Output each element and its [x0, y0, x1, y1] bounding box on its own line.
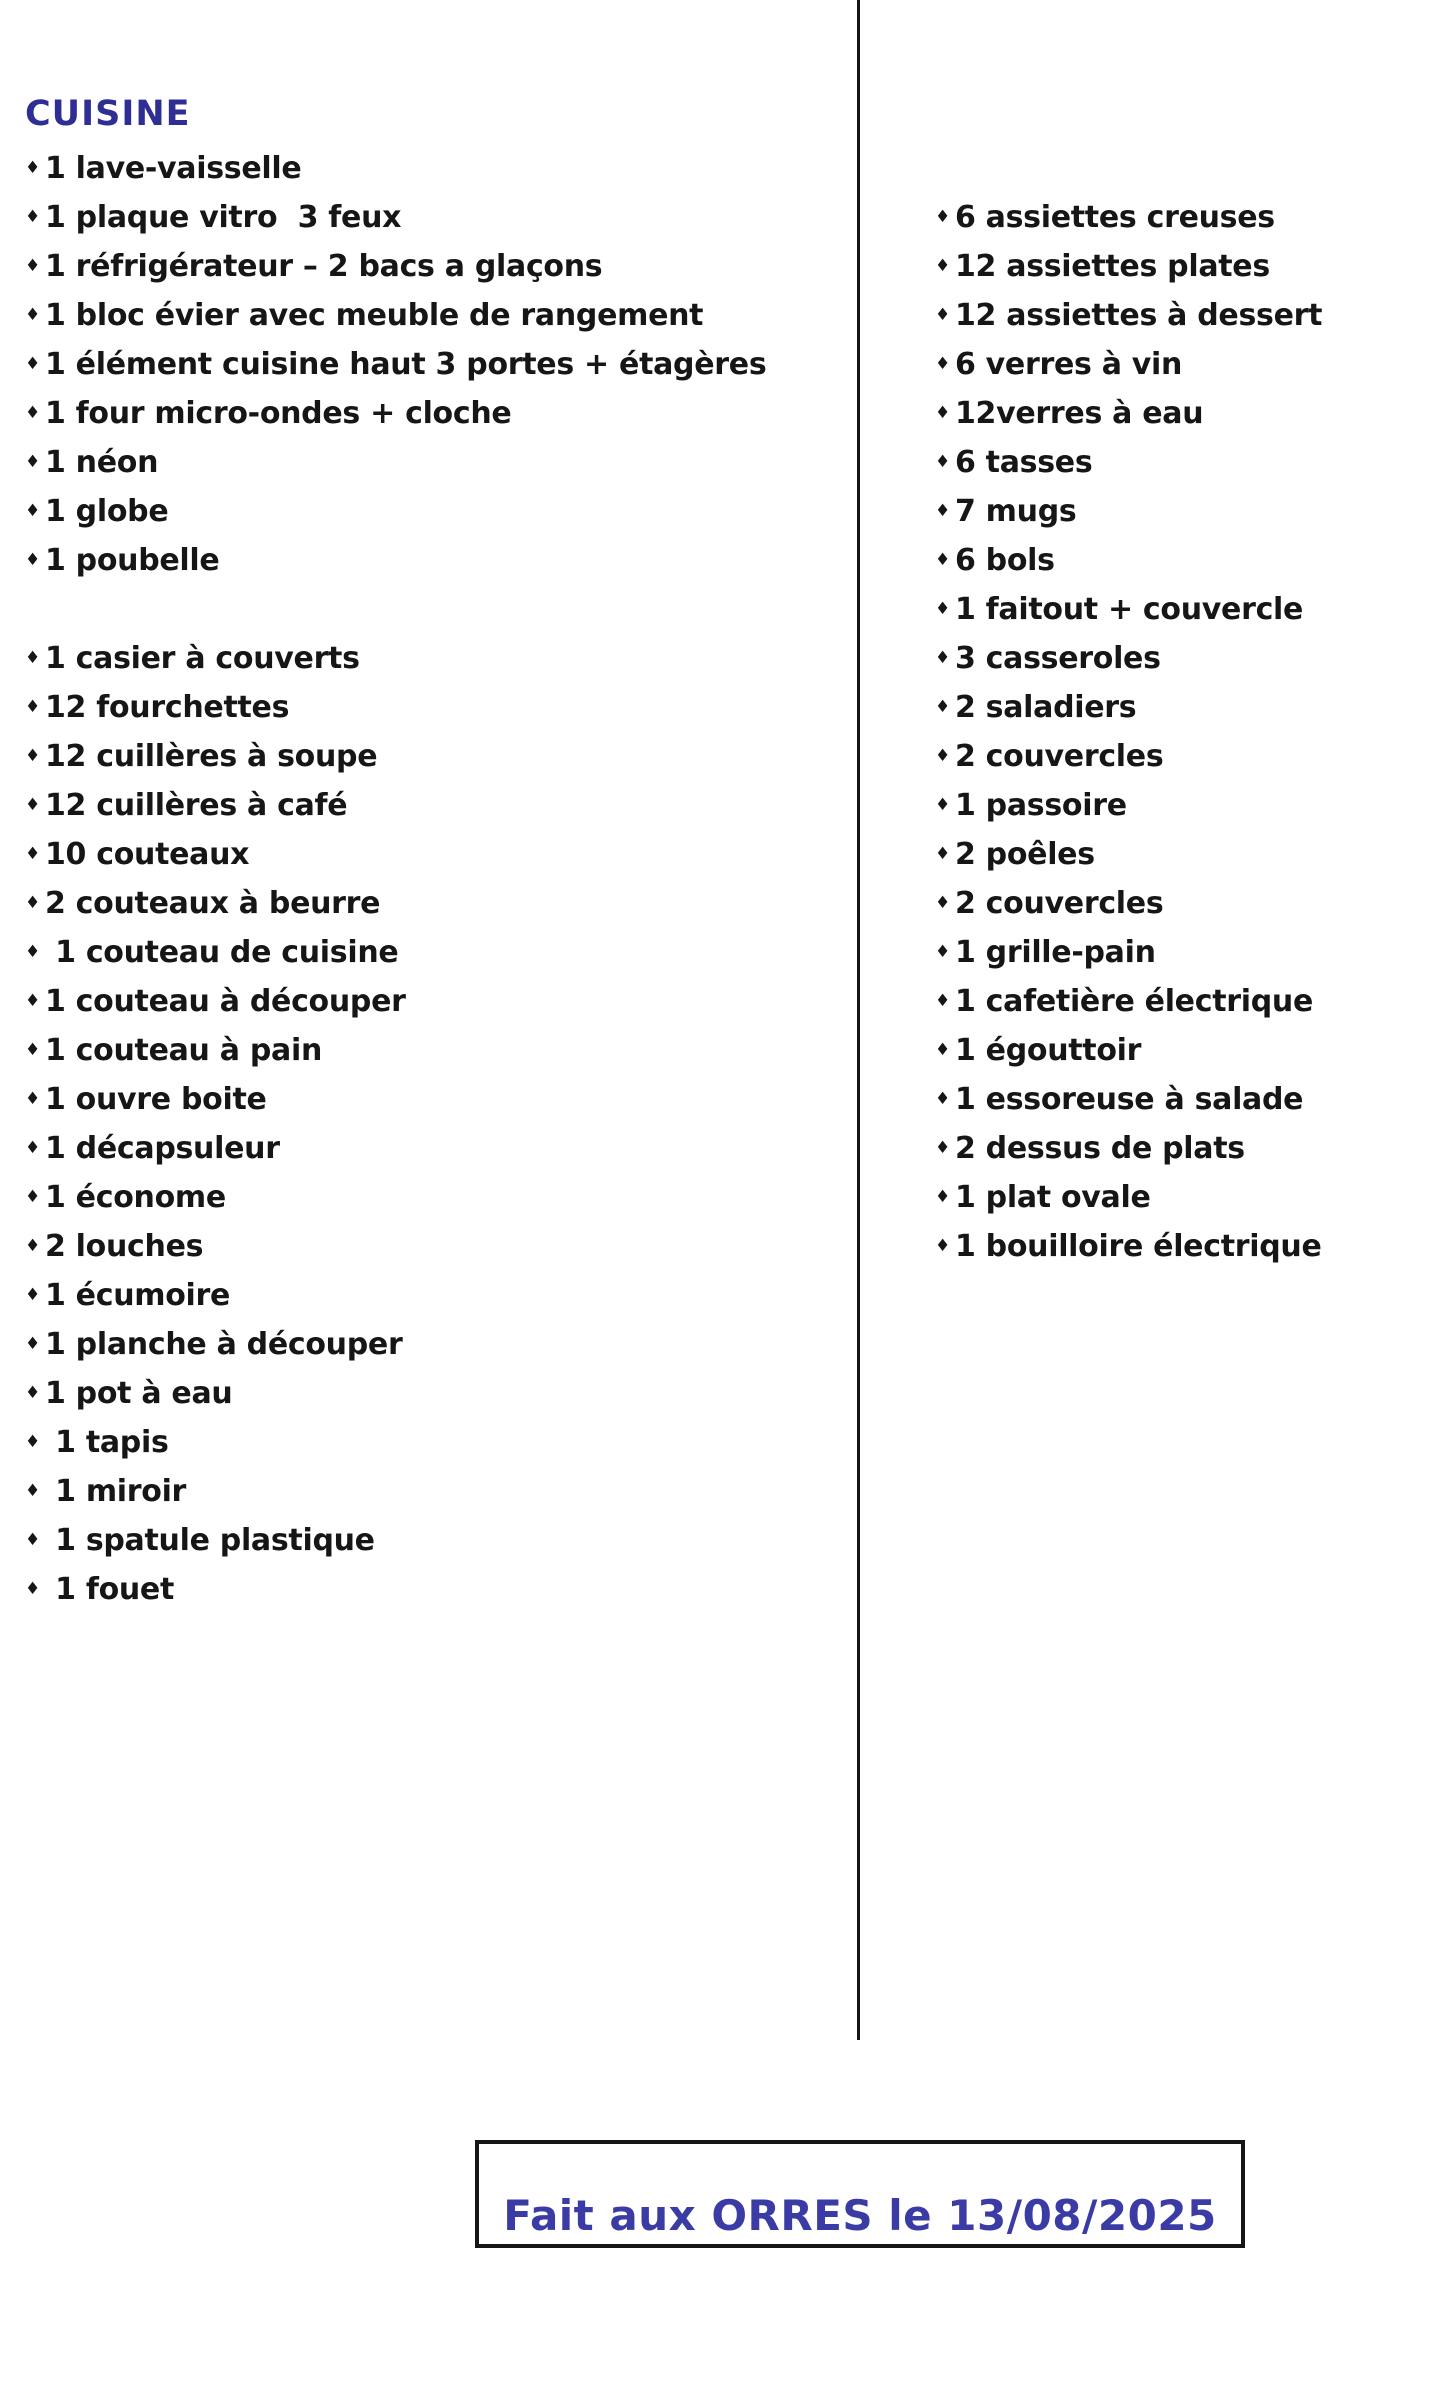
item-label: 1 ouvre boite [44, 1082, 267, 1117]
column-divider-line [857, 0, 860, 2040]
list-item [935, 592, 1425, 641]
date-box [475, 2140, 1245, 2248]
list-item [25, 1523, 835, 1572]
list-item [25, 641, 835, 690]
item-label: 1 bouilloire électrique [954, 1229, 1322, 1264]
item-label: 1 faitout + couvercle [954, 592, 1304, 627]
diamond-bullet-icon: ♦ [25, 697, 40, 717]
item-label: 1 économe [44, 1180, 226, 1215]
list-item [935, 1082, 1425, 1131]
diamond-bullet-icon: ♦ [25, 1285, 40, 1305]
diamond-bullet-icon: ♦ [935, 844, 950, 864]
item-label: 2 louches [44, 1229, 204, 1264]
item-label: 12 cuillères à soupe [44, 739, 378, 774]
diamond-bullet-icon: ♦ [935, 354, 950, 374]
list-item [25, 1082, 835, 1131]
list-item [25, 1474, 835, 1523]
item-label: 1 passoire [954, 788, 1127, 823]
diamond-bullet-icon: ♦ [25, 1138, 40, 1158]
item-label: 10 couteaux [44, 837, 250, 872]
diamond-bullet-icon: ♦ [935, 1187, 950, 1207]
item-label: 1 four micro-ondes + cloche [44, 396, 512, 431]
list-item [25, 1131, 835, 1180]
list-item [935, 347, 1425, 396]
diamond-bullet-icon: ♦ [25, 1334, 40, 1354]
diamond-bullet-icon: ♦ [25, 991, 40, 1011]
item-label: 1 couteau de cuisine [44, 935, 399, 970]
item-label: 1 pot à eau [44, 1376, 233, 1411]
item-label: 1 écumoire [44, 1278, 231, 1313]
diamond-bullet-icon: ♦ [935, 795, 950, 815]
list-item [25, 347, 835, 396]
diamond-bullet-icon: ♦ [25, 1089, 40, 1109]
diamond-bullet-icon: ♦ [935, 746, 950, 766]
diamond-bullet-icon: ♦ [25, 1530, 40, 1550]
diamond-bullet-icon: ♦ [935, 942, 950, 962]
item-label: 12 cuillères à café [44, 788, 348, 823]
list-item [25, 1327, 835, 1376]
list-item [25, 151, 835, 200]
item-label: 7 mugs [954, 494, 1077, 529]
list-item [25, 445, 835, 494]
list-item [935, 984, 1425, 1033]
list-item [935, 1180, 1425, 1229]
inventory-left-column [25, 151, 835, 1621]
list-item [25, 396, 835, 445]
list-item [25, 788, 835, 837]
list-item [25, 984, 835, 1033]
item-label: 1 casier à couverts [44, 641, 360, 676]
diamond-bullet-icon: ♦ [935, 305, 950, 325]
page-title: CUISINE [25, 94, 191, 134]
item-label: 1 planche à découper [44, 1327, 403, 1362]
item-label: 6 assiettes creuses [954, 200, 1275, 235]
list-item [935, 249, 1425, 298]
item-label: 1 néon [44, 445, 159, 480]
item-label: 6 verres à vin [954, 347, 1183, 382]
diamond-bullet-icon: ♦ [935, 207, 950, 227]
diamond-bullet-icon: ♦ [25, 942, 40, 962]
item-label: 1 spatule plastique [44, 1523, 375, 1558]
diamond-bullet-icon: ♦ [25, 1040, 40, 1060]
list-item [935, 494, 1425, 543]
list-item [25, 543, 835, 592]
item-label: 12 fourchettes [44, 690, 290, 725]
list-item [25, 1229, 835, 1278]
list-item [935, 1033, 1425, 1082]
diamond-bullet-icon: ♦ [25, 893, 40, 913]
item-label: 2 couvercles [954, 886, 1164, 921]
list-item [935, 298, 1425, 347]
diamond-bullet-icon: ♦ [935, 648, 950, 668]
item-label: 1 couteau à découper [44, 984, 406, 1019]
diamond-bullet-icon: ♦ [25, 207, 40, 227]
diamond-bullet-icon: ♦ [935, 501, 950, 521]
item-label: 3 casseroles [954, 641, 1161, 676]
diamond-bullet-icon: ♦ [25, 844, 40, 864]
item-label: 1 tapis [44, 1425, 169, 1460]
list-item [935, 935, 1425, 984]
list-item [935, 445, 1425, 494]
item-label: 2 saladiers [954, 690, 1137, 725]
list-item [935, 690, 1425, 739]
diamond-bullet-icon: ♦ [25, 746, 40, 766]
list-item [935, 788, 1425, 837]
list-item [935, 641, 1425, 690]
item-label: 1 miroir [44, 1474, 187, 1509]
diamond-bullet-icon: ♦ [25, 305, 40, 325]
diamond-bullet-icon: ♦ [25, 158, 40, 178]
list-item [25, 1376, 835, 1425]
diamond-bullet-icon: ♦ [935, 403, 950, 423]
diamond-bullet-icon: ♦ [935, 1236, 950, 1256]
list-item [935, 886, 1425, 935]
item-label: 2 poêles [954, 837, 1095, 872]
item-label: 1 couteau à pain [44, 1033, 323, 1068]
item-label: 6 bols [954, 543, 1055, 578]
list-item [25, 935, 835, 984]
list-item [25, 200, 835, 249]
diamond-bullet-icon: ♦ [935, 893, 950, 913]
list-item [25, 249, 835, 298]
item-label: 1 globe [44, 494, 169, 529]
item-label: 1 bloc évier avec meuble de rangement [44, 298, 704, 333]
item-label: 12 assiettes plates [954, 249, 1270, 284]
list-item [935, 1229, 1425, 1278]
list-item [25, 886, 835, 935]
diamond-bullet-icon: ♦ [25, 1187, 40, 1207]
item-label: 6 tasses [954, 445, 1093, 480]
item-label: 2 dessus de plats [954, 1131, 1245, 1166]
list-item [935, 396, 1425, 445]
diamond-bullet-icon: ♦ [935, 452, 950, 472]
item-label: 2 couvercles [954, 739, 1164, 774]
item-label: 1 plat ovale [954, 1180, 1151, 1215]
list-item [25, 739, 835, 788]
list-item [25, 690, 835, 739]
diamond-bullet-icon: ♦ [25, 452, 40, 472]
list-item [25, 1425, 835, 1474]
item-label: 12 assiettes à dessert [954, 298, 1323, 333]
diamond-bullet-icon: ♦ [25, 1481, 40, 1501]
list-item [25, 1278, 835, 1327]
list-item [25, 1033, 835, 1082]
item-label: 1 cafetière électrique [954, 984, 1314, 1019]
item-label: 2 couteaux à beurre [44, 886, 381, 921]
diamond-bullet-icon: ♦ [25, 403, 40, 423]
item-label: 1 poubelle [44, 543, 220, 578]
item-label: 1 grille-pain [954, 935, 1156, 970]
diamond-bullet-icon: ♦ [25, 795, 40, 815]
date-text: Fait aux ORRES le 13/08/2025 [503, 2191, 1217, 2240]
item-label: 1 essoreuse à salade [954, 1082, 1304, 1117]
list-item [25, 298, 835, 347]
item-label: 1 fouet [44, 1572, 175, 1607]
list-item [25, 494, 835, 543]
diamond-bullet-icon: ♦ [25, 1383, 40, 1403]
list-item [935, 543, 1425, 592]
item-label: 12verres à eau [954, 396, 1204, 431]
diamond-bullet-icon: ♦ [935, 991, 950, 1011]
list-item [935, 1131, 1425, 1180]
diamond-bullet-icon: ♦ [25, 501, 40, 521]
item-label: 1 décapsuleur [44, 1131, 280, 1166]
list-item [935, 200, 1425, 249]
diamond-bullet-icon: ♦ [935, 256, 950, 276]
list-item [25, 1180, 835, 1229]
diamond-bullet-icon: ♦ [25, 1236, 40, 1256]
diamond-bullet-icon: ♦ [25, 354, 40, 374]
list-item [935, 739, 1425, 788]
diamond-bullet-icon: ♦ [25, 256, 40, 276]
item-label: 1 lave-vaisselle [44, 151, 302, 186]
list-item [935, 837, 1425, 886]
list-item [25, 837, 835, 886]
diamond-bullet-icon: ♦ [935, 599, 950, 619]
diamond-bullet-icon: ♦ [935, 550, 950, 570]
diamond-bullet-icon: ♦ [25, 1579, 40, 1599]
list-item [25, 592, 835, 641]
diamond-bullet-icon: ♦ [25, 550, 40, 570]
item-label: 1 réfrigérateur – 2 bacs a glaçons [44, 249, 603, 284]
list-item [25, 1572, 835, 1621]
diamond-bullet-icon: ♦ [935, 697, 950, 717]
diamond-bullet-icon: ♦ [935, 1138, 950, 1158]
diamond-bullet-icon: ♦ [25, 648, 40, 668]
diamond-bullet-icon: ♦ [935, 1040, 950, 1060]
diamond-bullet-icon: ♦ [935, 1089, 950, 1109]
item-label: 1 élément cuisine haut 3 portes + étagères [44, 347, 767, 382]
inventory-right-column [935, 200, 1425, 1278]
item-label: 1 égouttoir [954, 1033, 1142, 1068]
diamond-bullet-icon: ♦ [25, 1432, 40, 1452]
item-label: 1 plaque vitro 3 feux [44, 200, 402, 235]
